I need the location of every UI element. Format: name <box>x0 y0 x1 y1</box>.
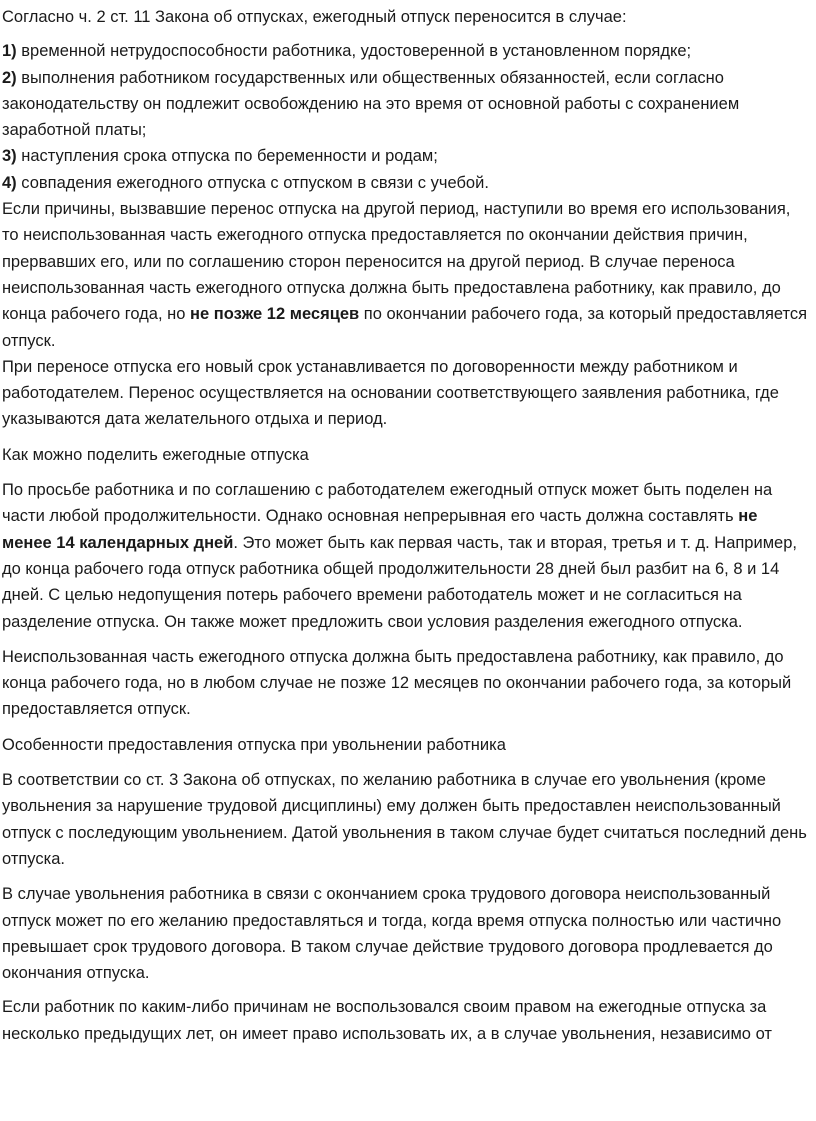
contract-paragraph: В случае увольнения работника в связи с окончанием срока трудового договора неиспользованный отпуск может по его желанию предоставляться и тогда, когда время отпуска полностью или частично превышает срок трудового договора. В таком случае действие трудового договора продлевается до окончания отпуска. <box>2 885 782 983</box>
list-item-text: выполнения работником государственных или общественных обязанностей, если согласно законодательству он подлежит освобождению на это время от основной работы с сохранением заработной платы; <box>2 68 740 140</box>
list-item-text: наступления срока отпуска по беременности и родам; <box>16 147 438 166</box>
list-item-number: 4) <box>2 173 17 192</box>
list-item-number: 1) <box>2 42 17 61</box>
transfer-text-bold: не позже 12 месяцев <box>190 305 360 324</box>
list-item-number: 3) <box>2 147 17 166</box>
list-item-text: совпадения ежегодного отпуска с отпуском в связи с учебой. <box>16 173 489 192</box>
split-text-after: . Это может быть как первая часть, так и вторая, третья и т. д. Например, до конца рабочего года отпуск работника общей продолжительности 28 дней был разбит на 6, 8 и 14 дней. С целью недопущения потерь рабочего времени работодатель может и не согласиться на разделение отпуска. Он также может предложить свои условия разделения ежегодного отпуска. <box>2 533 797 631</box>
list-item <box>2 65 808 144</box>
previous-years-paragraph: Если работник по каким-либо причинам не воспользовался своим правом на ежегодные отпуска за несколько предыдущих лет, он имеет право использовать их, а в случае увольнения, независимо от <box>2 998 772 1043</box>
transfer-text-after: по окончании рабочего года, за который предоставляется отпуск. <box>2 305 808 350</box>
cases-list <box>2 38 808 196</box>
dismissal-paragraph: В соответствии со ст. 3 Закона об отпусках, по желанию работника в случае его увольнения (кроме увольнения за нарушение трудовой дисциплины) ему должен быть предоставлен неиспользованный отпуск с последующим увольнением. Датой увольнения в таком случае будет считаться последний день отпуска. <box>2 771 807 868</box>
transfer-text-before: Если причины, вызвавшие перенос отпуска на другой период, наступили во время его использования, то неиспользованная часть ежегодного отпуска предоставляется по окончании действия причин, прервавших его, или по соглашению сторон переносится на другой период. В случае переноса неиспользованная часть ежегодного отпуска должна быть предоставлена работнику, как правило, до конца рабочего года, но <box>2 200 791 324</box>
split-text-bold: не менее 14 календарных дней <box>2 507 758 552</box>
section-heading-split: Как можно поделить ежегодные отпуска <box>2 445 309 464</box>
list-item <box>2 143 808 169</box>
list-item-number: 2) <box>2 68 17 87</box>
new-term-paragraph: При переносе отпуска его новый срок устанавливается по договоренности между работником и работодателем. Перенос осуществляется на основании соответствующего заявления работника, где указываются дата желательного отдыха и период. <box>2 357 779 429</box>
list-item <box>2 38 808 64</box>
section-heading-dismissal: Особенности предоставления отпуска при увольнении работника <box>2 735 506 754</box>
list-item <box>2 170 808 196</box>
transfer-paragraph <box>2 196 808 354</box>
split-text-before: По просьбе работника и по соглашению с работодателем ежегодный отпуск может быть поделен на части любой продолжительности. Однако основная непрерывная его часть должна составлять <box>2 481 773 526</box>
intro-text: Согласно ч. 2 ст. 11 Закона об отпусках, ежегодный отпуск переносится в случае: <box>2 8 627 26</box>
list-item-text: временной нетрудоспособности работника, удостоверенной в установленном порядке; <box>16 42 692 61</box>
split-paragraph <box>2 477 808 635</box>
unused-paragraph: Неиспользованная часть ежегодного отпуска должна быть предоставлена работнику, как правило, до конца рабочего года, но в любом случае не позже 12 месяцев по окончании рабочего года, за который предоставляется отпуск. <box>2 647 792 719</box>
